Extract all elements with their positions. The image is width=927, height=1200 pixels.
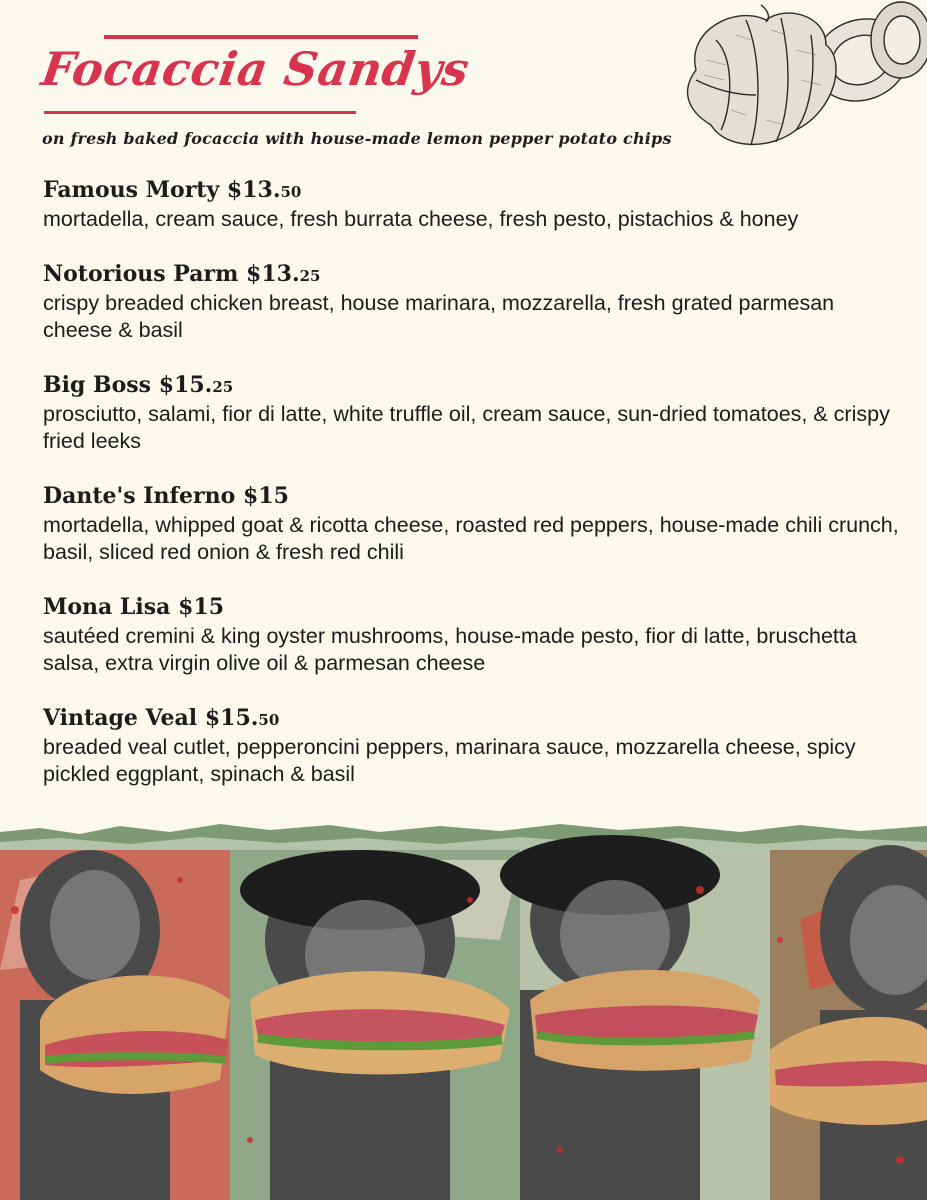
garlic-illustration bbox=[676, 0, 927, 160]
menu-item-description: prosciutto, salami, fior di latte, white truffle oil, cream sauce, sun-dried tomatoes, & crispy fried leeks bbox=[43, 402, 890, 453]
menu-item-description: mortadella, whipped goat & ricotta cheese, roasted red peppers, house-made chili crunch, basil, sliced red onion & fresh red chili bbox=[43, 513, 899, 564]
menu-item-cents: 50 bbox=[258, 711, 280, 729]
title-rule-bottom bbox=[44, 111, 356, 114]
menu-item-heading bbox=[43, 176, 903, 206]
menu-item bbox=[43, 704, 903, 788]
menu-item bbox=[43, 371, 903, 455]
menu-item-name: Dante's Inferno bbox=[43, 483, 236, 509]
menu-item-price: $15 bbox=[178, 594, 225, 620]
menu-item-heading bbox=[43, 482, 903, 512]
title-rule-top bbox=[104, 35, 418, 39]
menu-item-name: Big Boss bbox=[43, 372, 152, 398]
menu-item-name: Famous Morty bbox=[43, 177, 220, 203]
menu-item-description: crispy breaded chicken breast, house marinara, mozzarella, fresh grated parmesan cheese & basil bbox=[43, 291, 835, 342]
menu-item-price: $15 bbox=[242, 483, 289, 509]
menu-item-price: $13. bbox=[246, 261, 300, 287]
menu-item-heading bbox=[43, 704, 903, 734]
menu-item bbox=[43, 176, 903, 233]
menu-item-price: $13. bbox=[226, 177, 281, 203]
menu-item-name: Vintage Veal bbox=[43, 705, 198, 731]
menu-item-name: Notorious Parm bbox=[43, 261, 239, 287]
menu-item-cents: 25 bbox=[299, 267, 321, 285]
menu-item-description: breaded veal cutlet, pepperoncini peppers, marinara sauce, mozzarella cheese, spicy pickled eggplant, spinach & basil bbox=[43, 735, 856, 786]
menu-item-price: $15. bbox=[204, 705, 259, 731]
menu-item bbox=[43, 482, 903, 566]
menu-item-description: mortadella, cream sauce, fresh burrata cheese, fresh pesto, pistachios & honey bbox=[43, 207, 799, 231]
menu-item-price: $15. bbox=[158, 372, 213, 398]
page-title: Focaccia Sandys bbox=[38, 42, 473, 96]
menu-item-description: sautéed cremini & king oyster mushrooms, house-made pesto, fior di latte, bruschetta salsa, extra virgin olive oil & parmesan cheese bbox=[43, 624, 857, 675]
menu-item-heading bbox=[43, 371, 903, 401]
menu-item bbox=[43, 260, 903, 344]
menu-item-name: Mona Lisa bbox=[43, 594, 171, 620]
page-subtitle: on fresh baked focaccia with house-made lemon pepper potato chips bbox=[42, 129, 672, 148]
menu-item bbox=[43, 593, 903, 677]
menu-item-cents: 50 bbox=[280, 183, 302, 201]
menu-item-heading bbox=[43, 260, 903, 290]
menu-item-cents: 25 bbox=[212, 378, 234, 396]
sandwich-collage-illustration bbox=[0, 820, 927, 1200]
menu-item-heading bbox=[43, 593, 903, 623]
menu-list bbox=[43, 176, 903, 815]
